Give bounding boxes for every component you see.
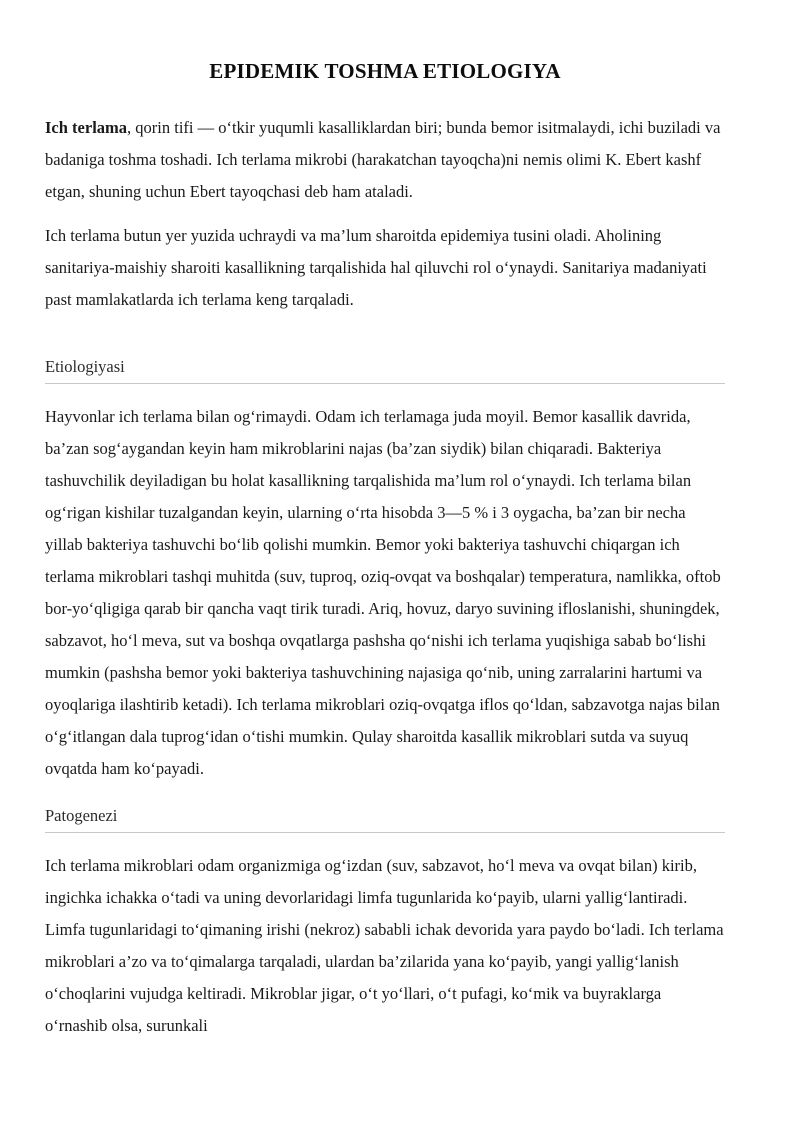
section-heading-patogenezi: Patogenezi xyxy=(45,805,725,833)
intro-lead-bold: Ich terlama xyxy=(45,118,128,138)
page-title: EPIDEMIK TOSHMA ETIOLOGIYA xyxy=(209,59,561,83)
intro-lead-rest: , qorin tifi — o‘tkir yuqumli kasalliklardan biri; bunda bemor isitmalaydi, ichi buziladi va badaniga toshma toshadi. Ich terlama mikrobi (harakatchan tayoqcha)ni nemis olimi K. Ebert kashf etgan, shuning uchun Ebert tayoqchasi deb ham ataladi. xyxy=(45,118,721,202)
section-heading-etiologiyasi: Etiologiyasi xyxy=(45,356,725,384)
section-body-patogenezi: Ich terlama mikroblari odam organizmiga og‘izdan (suv, sabzavot, ho‘l meva va ovqat bilan) kirib, ingichka ichakka o‘tadi va uning devorlaridagi limfa tugunlarida ko‘payib, ularni yallig‘lantiradi. Limfa tugunlaridagi to‘qimaning irishi (nekroz) sababli ichak devorida yara paydo bo‘ladi. Ich terlama mikroblari a’zo va to‘qimalarga tarqaladi, ulardan ba’zilarida yana ko‘payib, yangi yallig‘lanish o‘choqlarini vujudga keltiradi. Mikroblar jigar, o‘t yo‘llari, o‘t pufagi, ko‘mik va buyraklarga o‘rnashib olsa, surunkali xyxy=(45,856,724,1036)
intro-paragraph-1 xyxy=(45,112,725,208)
spacer xyxy=(45,330,725,336)
section-body-etiologiyasi: Hayvonlar ich terlama bilan og‘rimaydi. Odam ich terlamaga juda moyil. Bemor kasallik davrida, ba’zan sog‘aygandan keyin ham mikroblarini najas (ba’zan siydik) bilan chiqaradi. Bakteriya tashuvchilik deyiladigan bu holat kasallikning tarqalishida ma’lum rol o‘ynaydi. Ich terlama bilan og‘rigan kishilar tuzalgandan keyin, ularning o‘rta hisobda 3—5 % i 3 oygacha, ba’zan bir necha yillab bakteriya tashuvchi bo‘lib qolishi mumkin. Bemor yoki bakteriya tashuvchi chiqargan ich terlama mikroblari tashqi muhitda (suv, tuproq, oziq-ovqat va boshqalar) temperatura, namlikka, oftob bor-yo‘qligiga qarab bir qancha vaqt tirik turadi. Ariq, hovuz, daryo suvining ifloslanishi, shuningdek, sabzavot, ho‘l meva, sut va boshqa ovqatlarga pashsha qo‘nishi ich terlama yuqishiga sabab bo‘lishi mumkin (pashsha bemor yoki bakteriya tashuvchining najasiga qo‘nib, uning zarralarini hartumi va oyoqlariga ilashtirib ketadi). Ich terlama mikroblari oziq-ovqatga iflos qo‘ldan, sabzavotga najas bilan o‘g‘itlangan dala tuprog‘idan o‘tishi mumkin. Qulay sharoitda kasallik mikroblari sutda va suyuq ovqatda ham ko‘payadi. xyxy=(45,407,721,779)
intro-paragraph-2: Ich terlama butun yer yuzida uchraydi va ma’lum sharoitda epidemiya tusini oladi. Aholining sanitariya-maishiy sharoiti kasallikning tarqalishida hal qiluvchi rol o‘ynaydi. Sanitariya madaniyati past mamlakatlarda ich terlama keng tarqaladi. xyxy=(45,226,707,310)
